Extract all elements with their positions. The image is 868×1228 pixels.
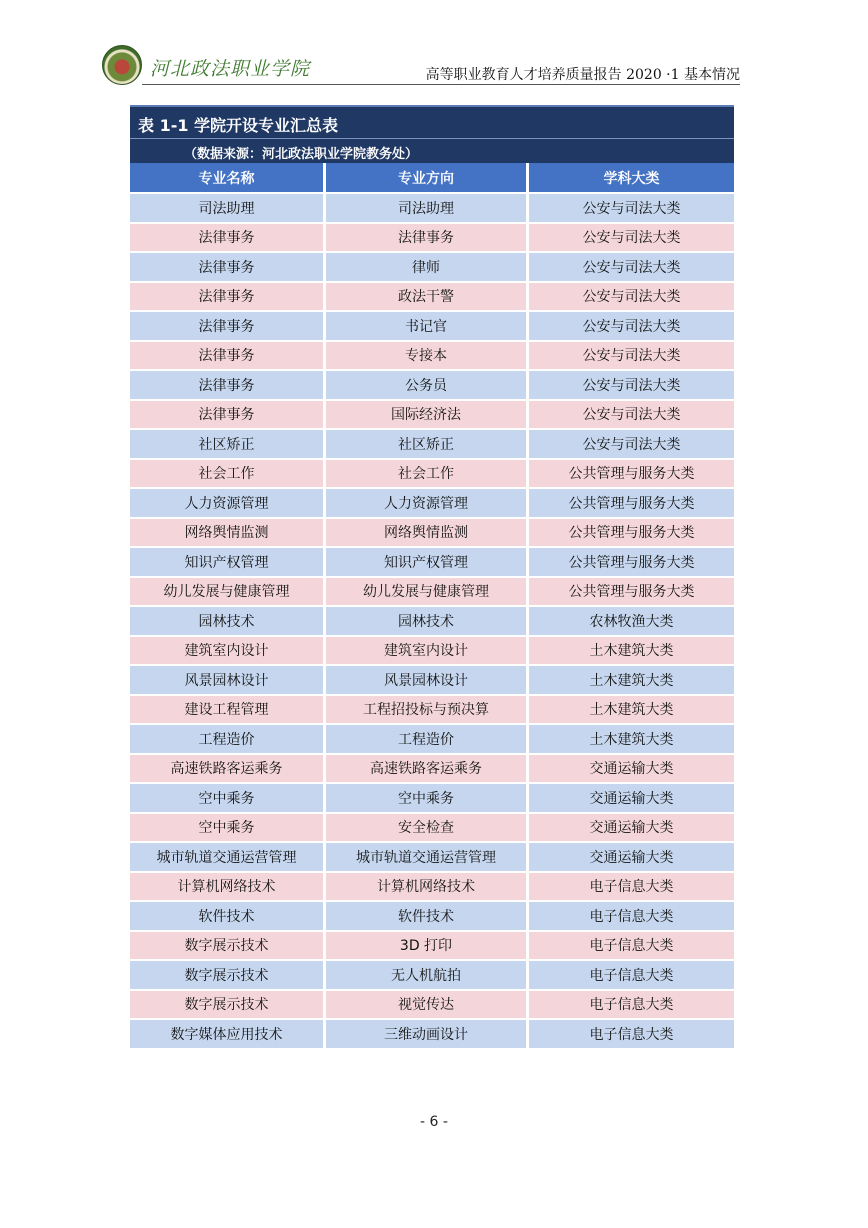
cell-major-name: 数字媒体应用技术 — [130, 1020, 326, 1050]
table-caption — [130, 105, 734, 164]
cell-discipline-category: 公共管理与服务大类 — [529, 460, 734, 490]
cell-major-name: 数字展示技术 — [130, 991, 326, 1021]
table-row — [130, 696, 734, 726]
cell-major-name: 司法助理 — [130, 194, 326, 224]
cell-major-name: 幼儿发展与健康管理 — [130, 578, 326, 608]
table-row — [130, 932, 734, 962]
majors-table — [130, 163, 734, 1050]
table-row — [130, 253, 734, 283]
cell-major-direction: 幼儿发展与健康管理 — [326, 578, 529, 608]
cell-major-name: 城市轨道交通运营管理 — [130, 843, 326, 873]
cell-major-name: 空中乘务 — [130, 784, 326, 814]
cell-major-direction: 知识产权管理 — [326, 548, 529, 578]
cell-major-direction: 国际经济法 — [326, 401, 529, 431]
header-divider — [142, 84, 740, 85]
cell-discipline-category: 土木建筑大类 — [529, 696, 734, 726]
cell-major-name: 建筑室内设计 — [130, 637, 326, 667]
table-row — [130, 194, 734, 224]
cell-discipline-category: 电子信息大类 — [529, 932, 734, 962]
table-row — [130, 401, 734, 431]
caption-divider — [130, 138, 734, 139]
cell-discipline-category: 电子信息大类 — [529, 902, 734, 932]
cell-major-name: 数字展示技术 — [130, 961, 326, 991]
cell-major-direction: 网络舆情监测 — [326, 519, 529, 549]
cell-discipline-category: 公安与司法大类 — [529, 283, 734, 313]
cell-major-name: 高速铁路客运乘务 — [130, 755, 326, 785]
table-row — [130, 843, 734, 873]
table-row — [130, 666, 734, 696]
cell-discipline-category: 电子信息大类 — [529, 1020, 734, 1050]
cell-discipline-category: 公安与司法大类 — [529, 194, 734, 224]
cell-discipline-category: 土木建筑大类 — [529, 725, 734, 755]
cell-discipline-category: 公安与司法大类 — [529, 401, 734, 431]
table-row — [130, 224, 734, 254]
cell-major-direction: 风景园林设计 — [326, 666, 529, 696]
cell-discipline-category: 交通运输大类 — [529, 843, 734, 873]
cell-major-direction: 公务员 — [326, 371, 529, 401]
college-seal-icon — [102, 45, 142, 85]
cell-discipline-category: 交通运输大类 — [529, 784, 734, 814]
cell-major-direction: 工程招投标与预决算 — [326, 696, 529, 726]
cell-discipline-category: 公安与司法大类 — [529, 371, 734, 401]
cell-discipline-category: 电子信息大类 — [529, 873, 734, 903]
cell-discipline-category: 公共管理与服务大类 — [529, 578, 734, 608]
table-row — [130, 784, 734, 814]
cell-major-direction: 园林技术 — [326, 607, 529, 637]
table-row — [130, 312, 734, 342]
cell-discipline-category: 农林牧渔大类 — [529, 607, 734, 637]
cell-major-direction: 3D 打印 — [326, 932, 529, 962]
cell-major-direction: 司法助理 — [326, 194, 529, 224]
page-header — [98, 40, 740, 86]
cell-major-name: 知识产权管理 — [130, 548, 326, 578]
cell-major-direction: 人力资源管理 — [326, 489, 529, 519]
cell-discipline-category: 公安与司法大类 — [529, 224, 734, 254]
table-row — [130, 430, 734, 460]
report-header-title: 高等职业教育人才培养质量报告 2020 ·1 基本情况 — [425, 67, 740, 83]
cell-major-direction: 法律事务 — [326, 224, 529, 254]
table-source: （数据来源：河北政法职业学院教务处） — [184, 147, 419, 162]
cell-major-name: 法律事务 — [130, 283, 326, 313]
college-logo-text: 河北政法职业学院 — [150, 58, 311, 80]
column-header-direction: 专业方向 — [326, 163, 529, 194]
table-title: 表 1-1 学院开设专业汇总表 — [138, 116, 339, 135]
cell-major-name: 法律事务 — [130, 401, 326, 431]
table-row — [130, 460, 734, 490]
cell-major-direction: 工程造价 — [326, 725, 529, 755]
cell-major-direction: 律师 — [326, 253, 529, 283]
cell-major-name: 法律事务 — [130, 371, 326, 401]
table-row — [130, 548, 734, 578]
cell-discipline-category: 公安与司法大类 — [529, 253, 734, 283]
cell-major-name: 社会工作 — [130, 460, 326, 490]
column-header-major: 专业名称 — [130, 163, 326, 194]
cell-discipline-category: 公安与司法大类 — [529, 430, 734, 460]
table-row — [130, 283, 734, 313]
table-row — [130, 371, 734, 401]
page-number: - 6 - — [420, 1114, 448, 1130]
cell-discipline-category: 电子信息大类 — [529, 961, 734, 991]
cell-major-direction: 建筑室内设计 — [326, 637, 529, 667]
table-row — [130, 725, 734, 755]
table-row — [130, 578, 734, 608]
cell-major-direction: 高速铁路客运乘务 — [326, 755, 529, 785]
cell-discipline-category: 土木建筑大类 — [529, 666, 734, 696]
cell-major-direction: 社区矫正 — [326, 430, 529, 460]
cell-major-direction: 社会工作 — [326, 460, 529, 490]
cell-major-name: 社区矫正 — [130, 430, 326, 460]
cell-major-direction: 安全检查 — [326, 814, 529, 844]
cell-major-direction: 软件技术 — [326, 902, 529, 932]
cell-major-direction: 三维动画设计 — [326, 1020, 529, 1050]
cell-major-name: 建设工程管理 — [130, 696, 326, 726]
cell-major-direction: 城市轨道交通运营管理 — [326, 843, 529, 873]
cell-discipline-category: 电子信息大类 — [529, 991, 734, 1021]
cell-major-name: 网络舆情监测 — [130, 519, 326, 549]
cell-major-direction: 政法干警 — [326, 283, 529, 313]
cell-major-name: 工程造价 — [130, 725, 326, 755]
cell-discipline-category: 公安与司法大类 — [529, 312, 734, 342]
table-row — [130, 519, 734, 549]
table-header-row — [130, 163, 734, 194]
table-body — [130, 194, 734, 1050]
cell-discipline-category: 公共管理与服务大类 — [529, 519, 734, 549]
cell-major-name: 空中乘务 — [130, 814, 326, 844]
cell-major-name: 数字展示技术 — [130, 932, 326, 962]
cell-discipline-category: 交通运输大类 — [529, 755, 734, 785]
cell-major-direction: 视觉传达 — [326, 991, 529, 1021]
cell-major-name: 法律事务 — [130, 342, 326, 372]
table-row — [130, 489, 734, 519]
cell-major-name: 法律事务 — [130, 253, 326, 283]
table-row — [130, 637, 734, 667]
table-row — [130, 1020, 734, 1050]
cell-discipline-category: 公共管理与服务大类 — [529, 548, 734, 578]
cell-discipline-category: 交通运输大类 — [529, 814, 734, 844]
table-row — [130, 902, 734, 932]
table-row — [130, 991, 734, 1021]
column-header-category: 学科大类 — [529, 163, 734, 194]
cell-major-name: 软件技术 — [130, 902, 326, 932]
cell-major-direction: 专接本 — [326, 342, 529, 372]
table-row — [130, 342, 734, 372]
cell-major-name: 园林技术 — [130, 607, 326, 637]
cell-major-direction: 空中乘务 — [326, 784, 529, 814]
table-row — [130, 607, 734, 637]
cell-discipline-category: 土木建筑大类 — [529, 637, 734, 667]
cell-major-direction: 计算机网络技术 — [326, 873, 529, 903]
table-row — [130, 814, 734, 844]
table-row — [130, 961, 734, 991]
cell-major-name: 风景园林设计 — [130, 666, 326, 696]
cell-major-name: 计算机网络技术 — [130, 873, 326, 903]
cell-discipline-category: 公安与司法大类 — [529, 342, 734, 372]
cell-major-direction: 无人机航拍 — [326, 961, 529, 991]
cell-major-direction: 书记官 — [326, 312, 529, 342]
table-row — [130, 873, 734, 903]
cell-major-name: 法律事务 — [130, 312, 326, 342]
cell-discipline-category: 公共管理与服务大类 — [529, 489, 734, 519]
table-row — [130, 755, 734, 785]
cell-major-name: 人力资源管理 — [130, 489, 326, 519]
cell-major-name: 法律事务 — [130, 224, 326, 254]
